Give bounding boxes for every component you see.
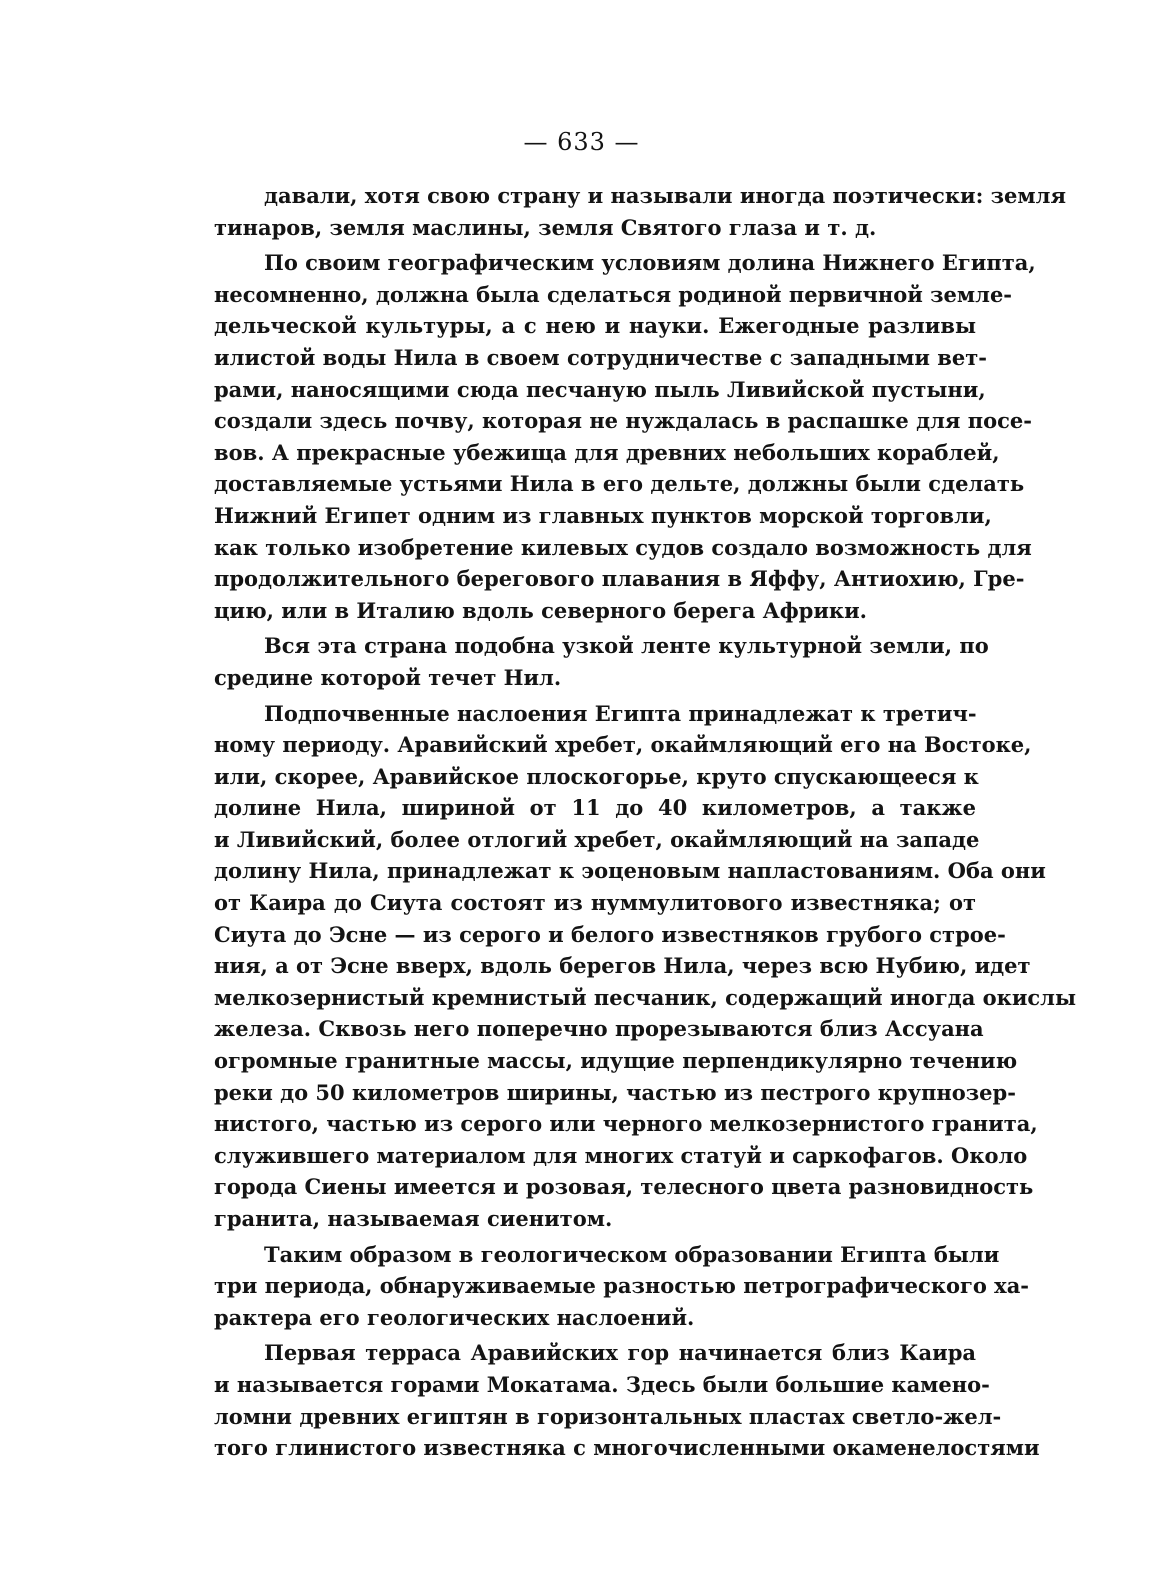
text-line: как только изобретение килевых судов создало возможность для [214,534,1032,560]
text-line: Подпочвенные наслоения Египта принадлежат к третич- [264,700,977,726]
text-line: По своим географическим условиям долина Нижнего Египта, [264,250,1036,276]
text-line: служившего материалом для многих статуй и саркофагов. Около [214,1142,1028,1168]
text-line: от Каира до Сиута состоят из нуммулитового известняка; от [214,890,976,916]
text-line: долину Нила, принадлежат к эоценовым напластованиям. Оба они [214,858,1046,884]
text-line: тинаров, земля маслины, земля Святого глаза и т. д. [214,214,877,240]
text-line: Нижний Египет одним из главных пунктов морской торговли, [214,502,992,528]
text-line: огромные гранитные массы, идущие перпендикулярно течению [214,1048,1018,1074]
text-line: реки до 50 километров ширины, частью из пестрого крупнозер- [214,1079,1016,1105]
text-line: города Сиены имеется и розовая, телесного цвета разновидность [214,1174,1034,1200]
paragraph [214,1239,1030,1334]
text-line: нистого, частью из серого или черного мелкозернистого гранита, [214,1111,1038,1137]
text-line: три периода, обнаруживаемые разностью петрографического ха- [214,1273,1030,1299]
text-line: дельческой культуры, а с нею и науки. Ежегодные разливы [214,313,976,339]
text-line: ломни древних египтян в горизонтальных пластах светло-жел- [214,1403,1002,1429]
text-line: Сиута до Эсне — из серого и белого известняков грубого строе- [214,921,1006,947]
page-number: — 633 — [523,128,640,156]
text-line: создали здесь почву, которая не нуждалась в распашке для посе- [214,408,1032,434]
text-line: гранита, называемая сиенитом. [214,1206,613,1231]
text-line: и называется горами Мокатама. Здесь были большие камено- [214,1371,990,1397]
paragraph [214,247,1036,626]
text-line: Первая терраса Аравийских гор начинается близ Каира [264,1340,976,1366]
text-line: продолжительного берегового плавания в Яффу, Антиохию, Гре- [214,566,1025,592]
text-line: и Ливийский, более отлогий хребет, окаймляющий на западе [214,826,980,852]
text-line: несомненно, должна была сделаться родиной первичной земле- [214,281,1013,307]
text-line: Вся эта страна подобна узкой ленте культурной земли, по [264,633,989,659]
text-line: рактера его геологических наслоений. [214,1304,695,1330]
text-line: ному периоду. Аравийский хребет, окаймляющий его на Востоке, [214,732,1032,758]
text-line: рами, наносящими сюда песчаную пыль Ливийской пустыни, [214,376,986,402]
text-line: железа. Сквозь него поперечно прорезываются близ Ассуана [214,1016,984,1042]
text-line: мелкозернистый кремнистый песчаник, содержащий иногда окислы [214,984,1077,1010]
text-line: того глинистого известняка с многочисленными окаменелостями [214,1435,1040,1461]
text-line: давали, хотя свою страну и называли иногда поэтически: земля [264,183,1066,208]
text-line: доставляемые устьями Нила в его дельте, должны были сделать [214,471,1025,497]
text-line: ния, а от Эсне вверх, вдоль берегов Нила, через всю Нубию, идет [214,953,1031,979]
text-line: илистой воды Нила в своем сотрудничестве с западными вет- [214,344,987,370]
text-line: или, скорее, Аравийское плоскогорье, круто спускающееся к [214,763,979,789]
body-text [214,180,1077,1464]
paragraph [214,630,989,693]
paragraph [214,698,1077,1235]
paragraph [214,180,1066,243]
text-line: вов. А прекрасные убежища для древних небольших кораблей, [214,439,1000,465]
text-line: Таким образом в геологическом образовании Египта были [264,1241,1000,1267]
text-line: цию, или в Италию вдоль северного берега Африки. [214,597,867,623]
paragraph [214,1337,1040,1463]
text-line: долине Нила, шириной от 11 до 40 километров, а также [214,795,976,821]
text-line: средине которой течет Нил. [214,664,562,690]
